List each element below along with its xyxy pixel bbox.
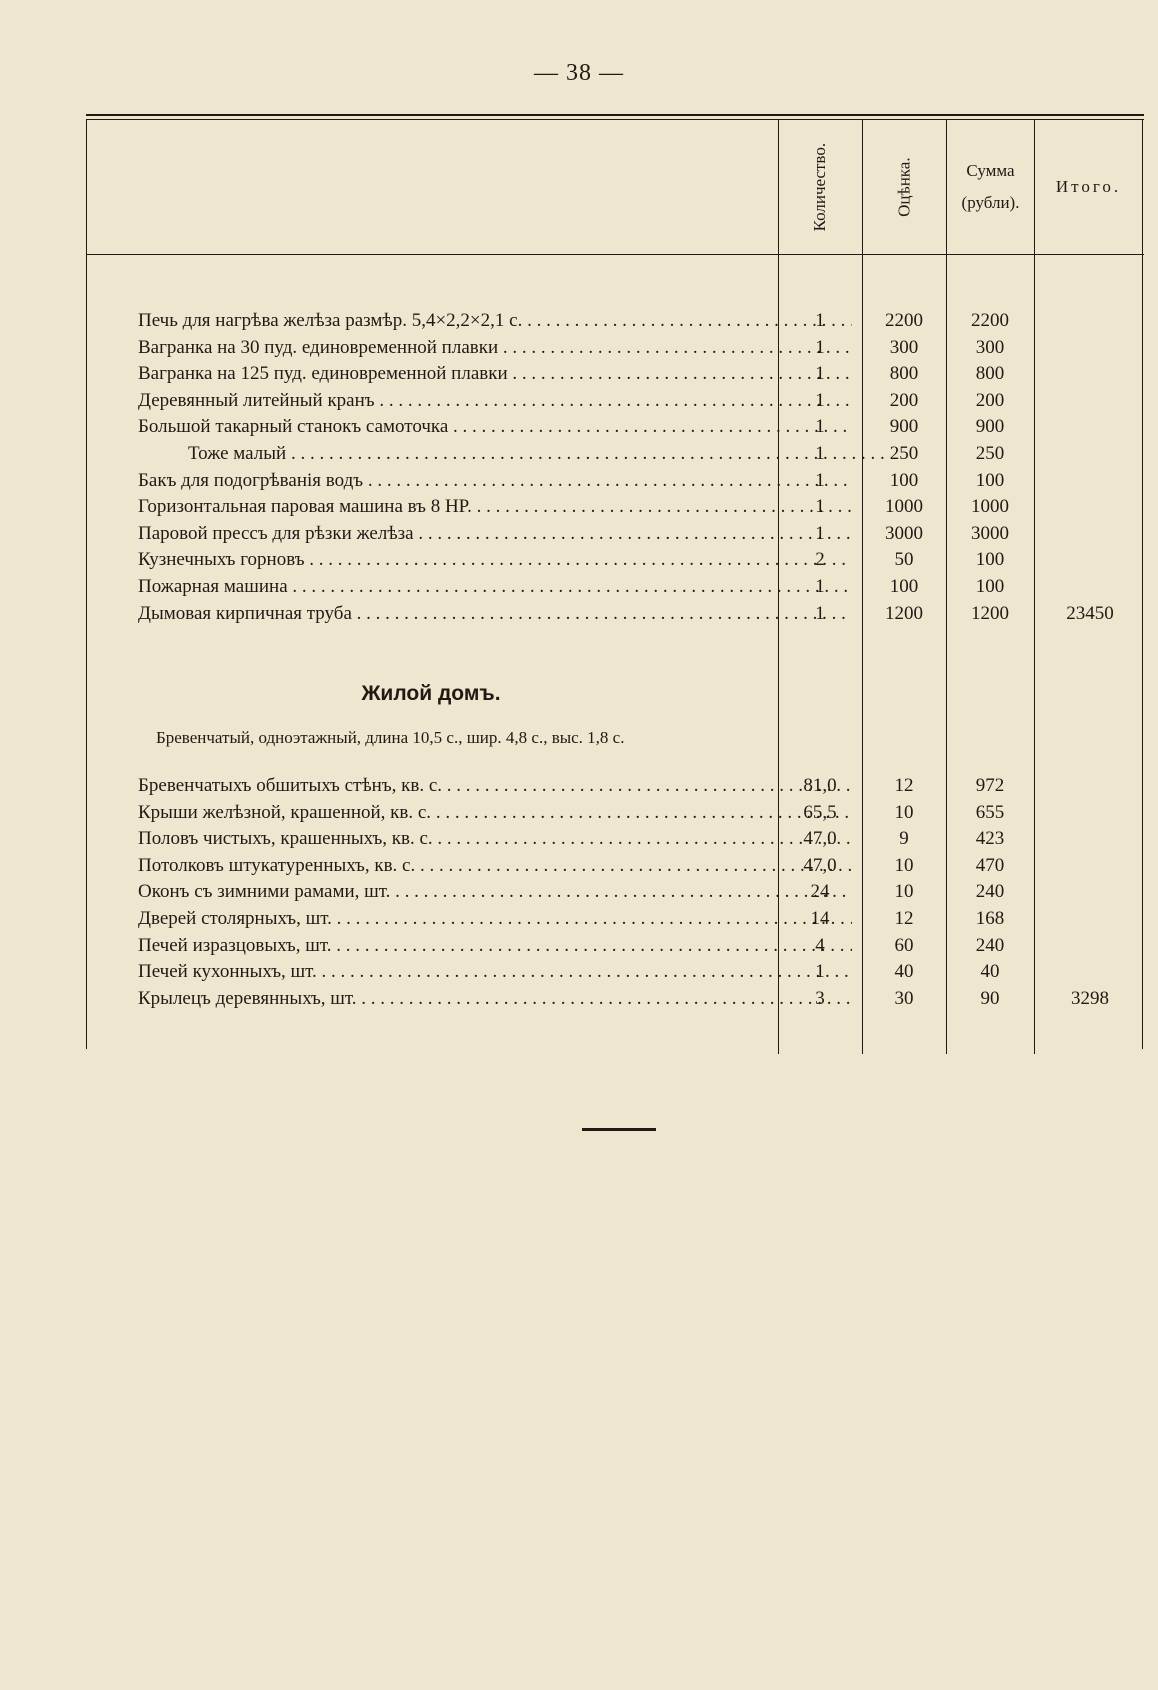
table-row [86,881,1144,907]
row-label: Печей кухонныхъ, шт. . . . [138,961,852,983]
row-sum: 40 [980,961,1000,983]
row-quantity: 2 [815,549,825,571]
row-quantity: 1 [815,602,825,624]
table-row [86,363,1144,389]
row-quantity: 1 [815,310,825,331]
row-quantity: 1 [815,496,825,518]
row-sum: 1000 [971,496,1009,518]
row-valuation: 3000 [885,522,923,544]
header-valuation: Оцѣнка. [894,157,914,217]
row-sum: 250 [975,443,1005,464]
section-title: Жилой домъ. [361,682,501,705]
row-quantity: 1 [815,416,825,438]
row-label: Кузнечныхъ горновъ . . . [138,549,852,571]
row-valuation: 10 [894,801,914,823]
valuation-table [86,114,1144,1049]
row-quantity: 47,0 [803,854,837,876]
header-quantity: Количество. [810,142,830,232]
row-label: Крыши желѣзной, крашенной, кв. с. . . . [138,802,852,824]
row-quantity: 81,0 [803,775,837,796]
row-label: Половъ чистыхъ, крашенныхъ, кв. с. . . . [138,828,852,850]
row-label: Дымовая кирпичная труба . . . [138,603,852,625]
row-sum: 2200 [971,310,1009,331]
row-label: Бревенчатыхъ обшитыхъ стѣнъ, кв. с. . . . [138,775,852,797]
table-row [86,390,1144,416]
row-quantity: 1 [815,336,825,358]
row-quantity: 47,0 [803,828,837,850]
row-sum: 423 [975,828,1005,850]
table-row [86,961,1144,987]
row-label: Горизонтальная паровая машина въ 8 HP. . . . [138,496,852,518]
row-sum: 300 [975,336,1005,358]
row-sum: 240 [975,934,1005,956]
row-valuation: 900 [889,416,919,438]
row-quantity: 1 [815,469,825,491]
table-row [86,416,1144,442]
end-rule [582,1128,656,1131]
row-sum: 3000 [971,522,1009,544]
table-row [86,443,1144,469]
row-label: Печь для нагрѣва желѣза размѣр. 5,4×2,2×2,1 с. . . . [138,310,852,332]
row-label: Печей изразцовыхъ, шт. . . . [138,935,852,957]
row-label: Паровой прессъ для рѣзки желѣза . . . [138,523,852,545]
row-valuation: 100 [889,469,919,491]
row-total: 3298 [1071,987,1109,1009]
row-label: Крылецъ деревянныхъ, шт. . . . [138,988,852,1010]
row-valuation: 250 [889,443,919,464]
row-valuation: 10 [894,854,914,876]
page-number: — 38 — [534,60,624,86]
row-sum: 972 [975,775,1005,796]
header-description [86,120,778,254]
row-label: Вагранка на 30 пуд. единовременной плавки . . . [138,337,852,359]
row-label: Дверей столярныхъ, шт. . . . [138,908,852,930]
table-row [86,337,1144,363]
row-valuation: 2200 [885,310,923,331]
row-sum: 655 [975,801,1005,823]
row-valuation: 9 [899,828,909,850]
table-row [86,470,1144,496]
row-valuation: 200 [889,389,919,411]
row-quantity: 1 [815,522,825,544]
row-quantity: 1 [815,363,825,385]
row-quantity: 65,5 [803,801,837,823]
row-label: Оконъ съ зимними рамами, шт. . . . [138,881,852,903]
row-quantity: 14 [810,908,830,929]
row-sum: 1200 [971,602,1009,624]
row-valuation: 60 [894,934,914,956]
table-row [86,935,1144,961]
table-row [86,775,1144,801]
row-valuation: 12 [894,775,914,796]
table-row [86,802,1144,828]
table-row [86,549,1144,575]
header-sum [947,120,1034,254]
row-sum: 800 [975,363,1005,385]
row-label: Бакъ для подогрѣванія водъ . . . [138,470,852,492]
table-row [86,310,1144,336]
row-label: Пожарная машина . . . [138,576,852,598]
row-sum: 200 [975,389,1005,411]
header-sum-line2: (рубли). [961,193,1020,212]
row-valuation: 300 [889,336,919,358]
row-valuation: 12 [894,908,914,929]
table-row [86,496,1144,522]
row-quantity: 1 [815,389,825,411]
header-total: Итого. [1055,176,1122,196]
row-sum: 168 [975,908,1005,929]
row-sum: 900 [975,416,1005,438]
row-sum: 90 [980,987,1000,1009]
row-valuation: 40 [894,961,914,983]
table-top-rule [86,114,1144,116]
row-quantity: 1 [815,443,825,464]
row-valuation: 1200 [885,602,923,624]
table-row [86,988,1144,1014]
row-label: Потолковъ штукатуренныхъ, кв. с. . . . [138,855,852,877]
table-row [86,603,1144,629]
header-bottom-rule [86,254,1144,255]
row-quantity: 1 [815,961,825,983]
header-sum-line1: Сумма [966,160,1015,180]
row-quantity: 3 [815,987,825,1009]
row-quantity: 1 [815,576,825,597]
row-valuation: 30 [894,987,914,1009]
row-valuation: 1000 [885,496,923,518]
row-sum: 100 [975,469,1005,491]
row-valuation: 10 [894,881,914,903]
row-label: Деревянный литейный кранъ . . . [138,390,852,412]
row-label: Тоже малый . . . [138,443,902,465]
row-sum: 100 [975,576,1005,597]
table-row [86,855,1144,881]
row-total: 23450 [1066,602,1114,624]
table-row [86,576,1144,602]
table-row [86,523,1144,549]
row-valuation: 800 [889,363,919,385]
row-sum: 100 [975,549,1005,571]
row-quantity: 24 [810,881,830,903]
row-valuation: 50 [894,549,914,571]
table-row [86,908,1144,934]
row-sum: 240 [975,881,1005,903]
row-quantity: 4 [815,934,825,956]
table-row [86,828,1144,854]
section-subtitle: Бревенчатый, одноэтажный, длина 10,5 с., шир. 4,8 с., выс. 1,8 с. [156,728,625,747]
row-label: Большой такарный станокъ самоточка . . . [138,416,852,438]
row-label: Вагранка на 125 пуд. единовременной плавки . . . [138,363,852,385]
row-sum: 470 [975,854,1005,876]
row-valuation: 100 [889,576,919,597]
